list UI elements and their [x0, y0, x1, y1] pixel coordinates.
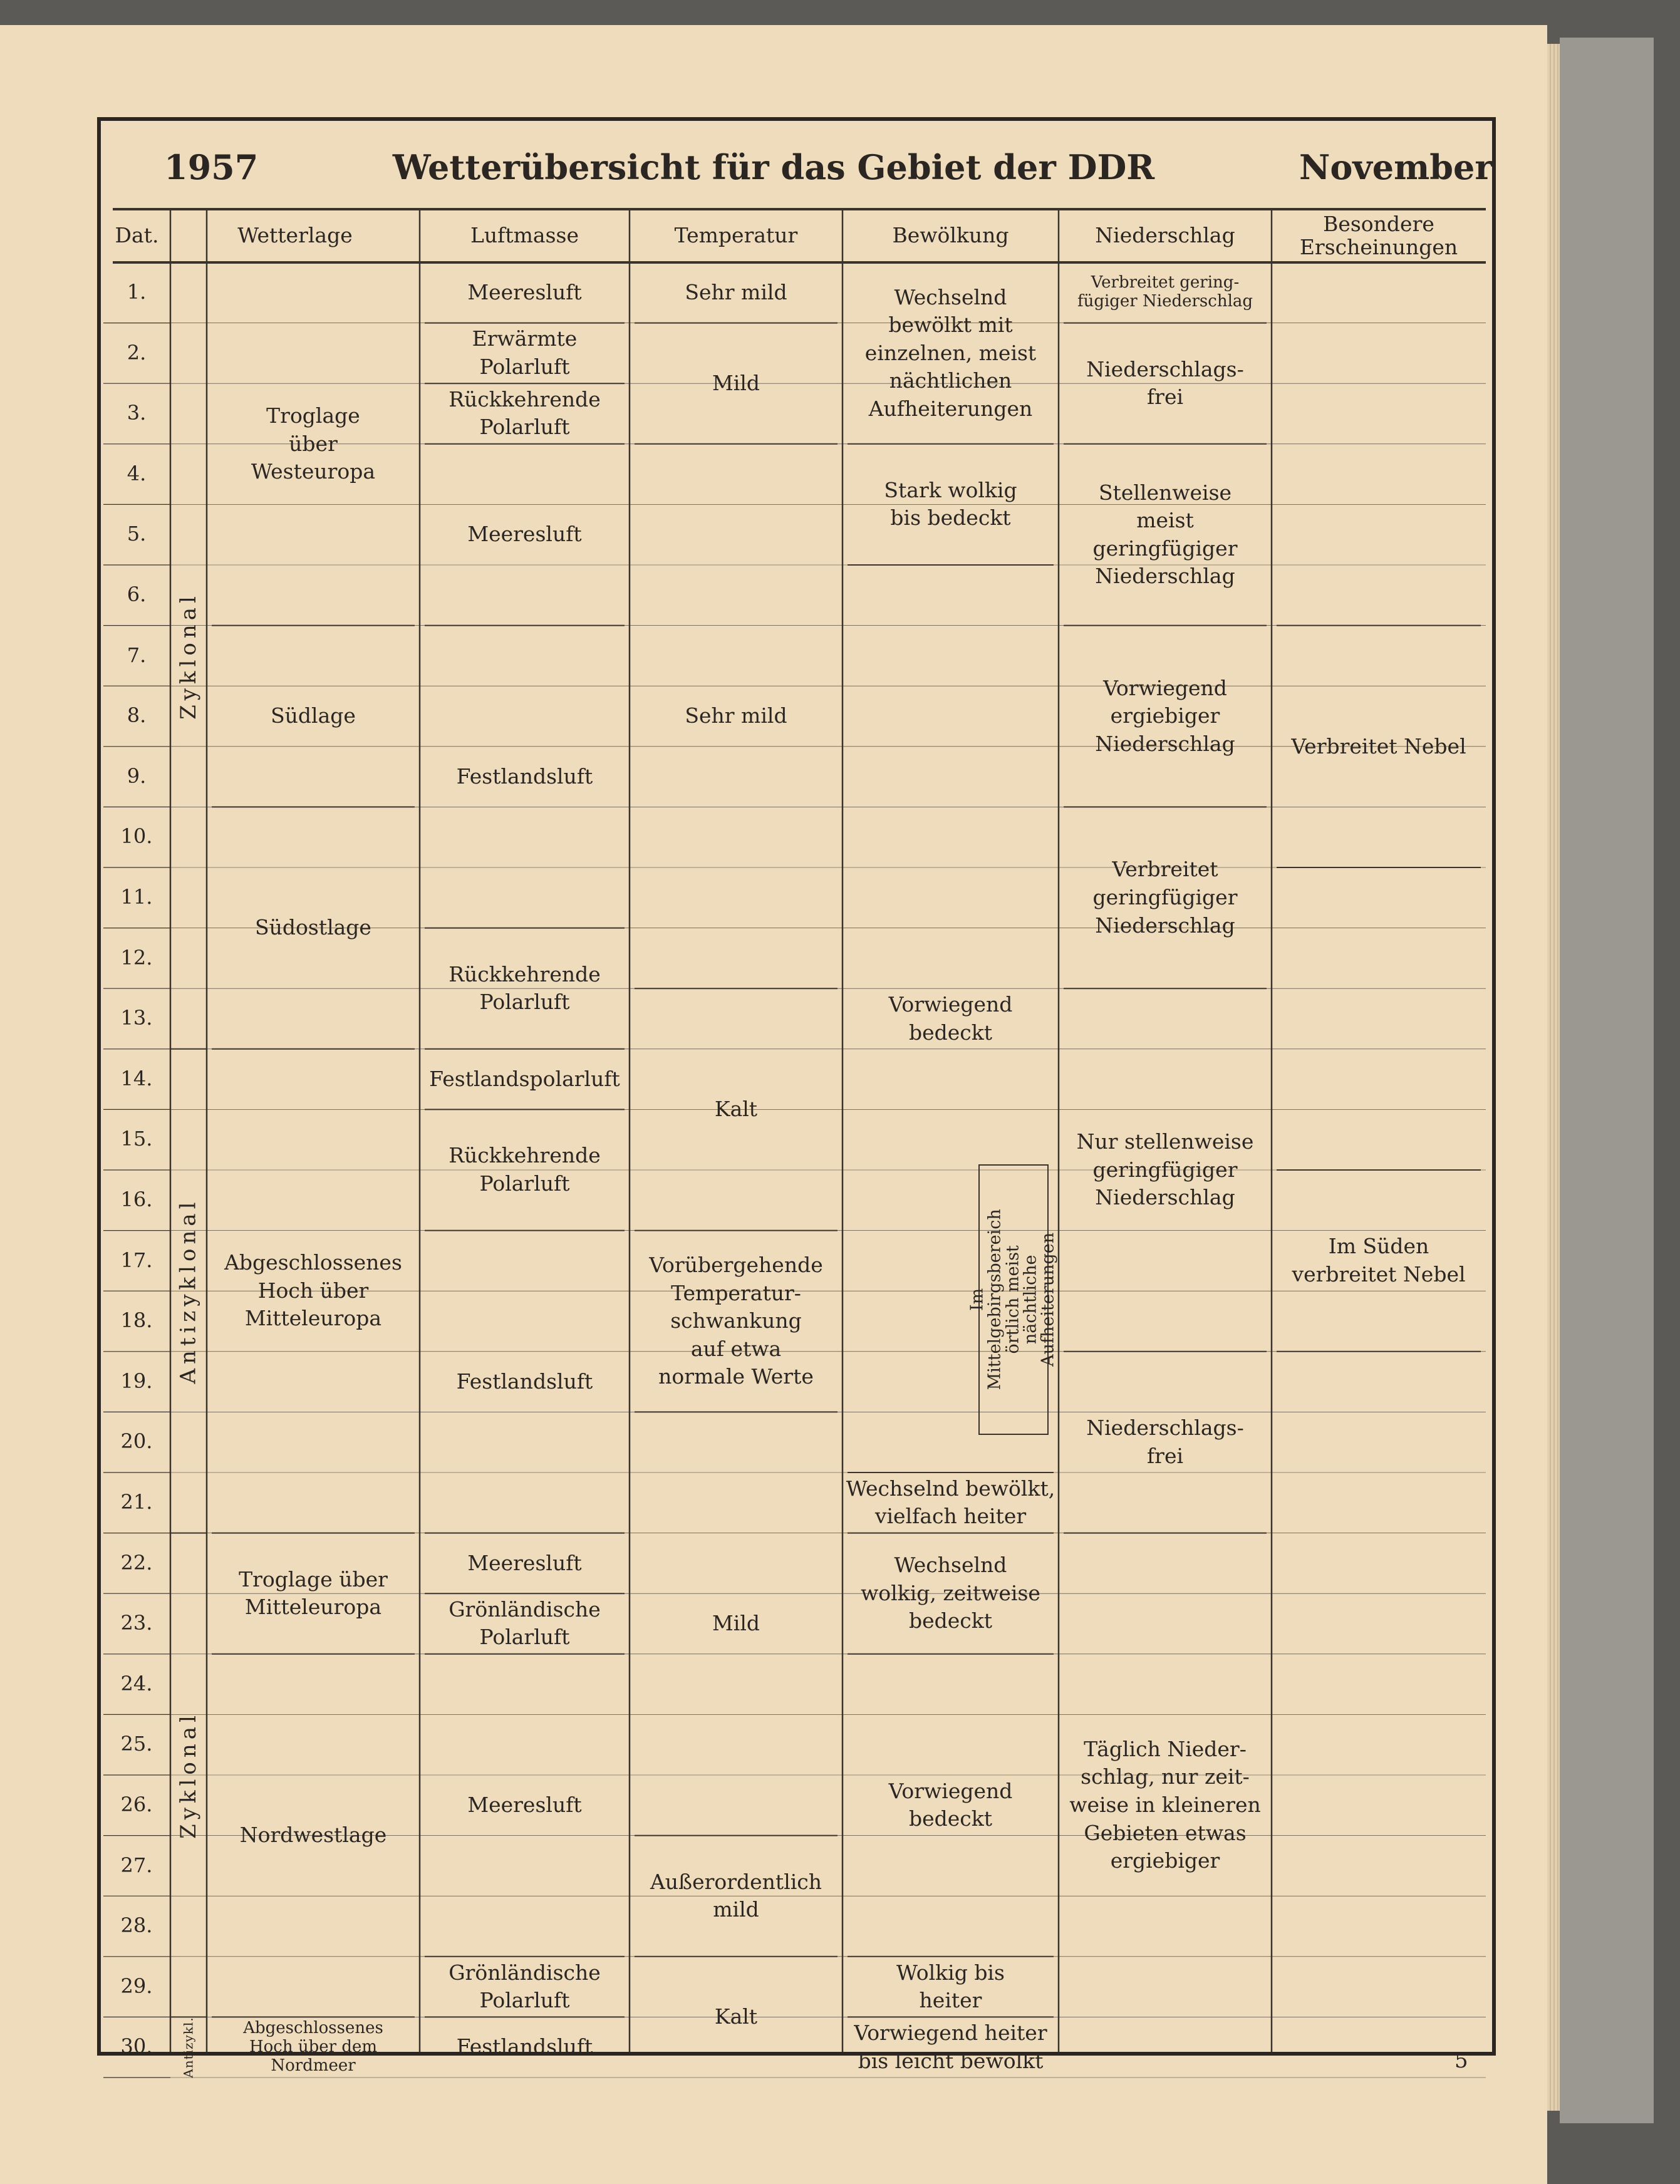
circulation-type-label: Zyklonal — [176, 1711, 202, 1839]
niederschlag-cell: Niederschlags- frei — [1086, 356, 1244, 410]
year: 1957 — [164, 147, 259, 187]
temperatur-cell: Kalt — [714, 2004, 758, 2029]
bewoelkung-cell: Wechselnd wolkig, zeitweise bedeckt — [861, 1553, 1040, 1633]
column-header: Dat. — [115, 223, 159, 248]
date-cell: 4. — [127, 461, 147, 485]
niederschlag-cell: Nur stellenweise geringfügiger Niederschlag — [1076, 1129, 1254, 1210]
circulation-type-label: Antizyklonal — [176, 1198, 202, 1384]
niederschlag-cell: Niederschlags- frei — [1086, 1415, 1244, 1468]
luftmasse-cell: Festlandsluft — [456, 2034, 593, 2059]
month: November — [1299, 147, 1493, 187]
date-cell: 11. — [120, 885, 153, 909]
luftmasse-cell: Festlandsluft — [456, 763, 593, 789]
bewoelkung-cell: Wechselnd bewölkt, vielfach heiter — [846, 1476, 1055, 1529]
date-cell: 13. — [120, 1006, 153, 1030]
column-header: Wetterlage — [237, 223, 353, 248]
besondere-cell: Verbreitet Nebel — [1291, 733, 1466, 758]
wetterlage-cell: Abgeschlossenes Hoch über Mitteleuropa — [224, 1250, 402, 1331]
circulation-type — [170, 2017, 207, 2078]
bewoelkung-cell: Stark wolkig bis bedeckt — [884, 477, 1017, 530]
circulation-type — [170, 1049, 207, 1533]
luftmasse-cell: Meeresluft — [467, 522, 582, 547]
niederschlag-cell: Stellenweise meist geringfügiger Niederschlag — [1092, 480, 1238, 589]
column-header: Niederschlag — [1095, 223, 1235, 248]
date-cell: 10. — [120, 824, 153, 849]
column-header: Temperatur — [674, 223, 798, 248]
date-cell: 27. — [120, 1853, 153, 1877]
date-cell: 1. — [127, 280, 147, 304]
wetterlage-cell: Nordwestlage — [239, 1823, 387, 1848]
niederschlag-cell: Verbreitet geringfügiger Niederschlag — [1092, 857, 1238, 938]
date-cell: 23. — [120, 1611, 153, 1635]
date-cell: 26. — [120, 1793, 153, 1816]
date-cell: 8. — [127, 703, 147, 728]
luftmasse-cell: Festlandsluft — [456, 1369, 593, 1394]
luftmasse-cell: Grönländische Polarluft — [449, 1960, 601, 2013]
bewoelkung-cell: Wechselnd bewölkt mit einzelnen, meist nächtlichen Aufheiterungen — [864, 284, 1037, 421]
circulation-type — [170, 1533, 207, 2017]
mittelgebirge-note-text: Im Mittelgebirgsbereich örtlich meist nächtliche Aufheiterungen — [968, 1209, 1059, 1390]
date-cell: 18. — [120, 1308, 153, 1333]
temperatur-cell: Kalt — [714, 1097, 758, 1122]
date-cell: 12. — [120, 945, 153, 970]
date-cell: 20. — [120, 1429, 153, 1454]
luftmasse-cell: Meeresluft — [467, 1550, 582, 1575]
circulation-type-label: Antizykl. — [181, 2016, 196, 2078]
date-cell: 9. — [127, 763, 147, 788]
bewoelkung-cell: Wolkig bis heiter — [896, 1960, 1005, 2013]
date-cell: 22. — [120, 1550, 153, 1575]
date-cell: 19. — [120, 1369, 153, 1393]
luftmasse-cell: Festlandspolarluft — [429, 1066, 620, 1091]
column-header: Besondere Erscheinungen — [1299, 212, 1458, 259]
date-cell: 29. — [120, 1974, 153, 1998]
temperatur-cell: Mild — [712, 370, 760, 395]
wetterlage-cell: Abgeschlossenes Hoch über dem Nordmeer — [243, 2018, 383, 2075]
date-cell: 6. — [127, 582, 147, 606]
date-cell: 16. — [120, 1188, 153, 1211]
column-header: Luftmasse — [470, 223, 579, 248]
luftmasse-cell: Rückkehrende Polarluft — [449, 961, 601, 1015]
date-cell: 21. — [120, 1490, 153, 1514]
bewoelkung-cell: Vorwiegend bedeckt — [888, 991, 1013, 1045]
luftmasse-cell: Meeresluft — [467, 280, 582, 305]
temperatur-cell: Sehr mild — [685, 703, 787, 728]
date-cell: 3. — [127, 401, 147, 425]
besondere-cell — [1272, 1352, 1486, 2078]
besondere-cell — [1272, 867, 1486, 1170]
date-cell: 15. — [120, 1127, 153, 1151]
temperatur-cell: Sehr mild — [685, 280, 787, 305]
date-cell: 24. — [120, 1671, 153, 1695]
niederschlag-cell: Täglich Nieder- schlag, nur zeit- weise in kleineren Gebieten etwas ergiebiger — [1069, 1736, 1261, 1873]
mittelgebirge-note — [968, 1165, 1059, 1434]
page-number: 5 — [1454, 2048, 1468, 2073]
date-cell: 30. — [120, 2034, 153, 2059]
date-cell: 7. — [127, 643, 147, 667]
date-cell: 25. — [120, 1732, 153, 1756]
luftmasse-cell: Erwärmte Polarluft — [472, 326, 578, 379]
besondere-cell: Im Süden verbreitet Nebel — [1292, 1234, 1466, 1286]
wetterlage-cell: Südlage — [271, 703, 356, 728]
bewoelkung-cell: Vorwiegend bedeckt — [888, 1778, 1013, 1831]
wetterlage-cell: Troglage über Mitteleuropa — [239, 1566, 388, 1620]
wetterlage-cell: Troglage über Westeuropa — [251, 403, 376, 484]
date-cell: 14. — [120, 1066, 153, 1090]
page-title: Wetterübersicht für das Gebiet der DDR — [392, 147, 1155, 187]
luftmasse-cell: Rückkehrende Polarluft — [449, 1143, 601, 1196]
circulation-type-label: Zyklonal — [176, 591, 202, 720]
date-cell: 5. — [127, 522, 147, 546]
luftmasse-cell: Rückkehrende Polarluft — [449, 386, 601, 440]
besondere-cell — [1272, 262, 1486, 626]
column-header: Bewölkung — [892, 223, 1009, 248]
wetterlage-cell: Südostlage — [255, 915, 371, 940]
date-cell: 17. — [120, 1248, 153, 1272]
date-cell: 28. — [120, 1913, 153, 1938]
temperatur-cell: Außerordentlich mild — [650, 1869, 822, 1922]
bewoelkung-cell: Vorwiegend heiter bis leicht bewölkt — [854, 2021, 1047, 2073]
temperatur-cell: Vorübergehende Temperatur- schwankung auf etwa normale Werte — [649, 1253, 823, 1389]
date-cell: 2. — [127, 340, 147, 365]
niederschlag-cell: Verbreitet gering- fügiger Niederschlag — [1077, 273, 1253, 311]
luftmasse-cell: Grönländische Polarluft — [449, 1597, 601, 1650]
luftmasse-cell: Meeresluft — [467, 1793, 582, 1818]
niederschlag-cell: Vorwiegend ergiebiger Niederschlag — [1095, 675, 1235, 756]
temperatur-cell: Mild — [712, 1611, 760, 1636]
circulation-type — [170, 262, 207, 1049]
